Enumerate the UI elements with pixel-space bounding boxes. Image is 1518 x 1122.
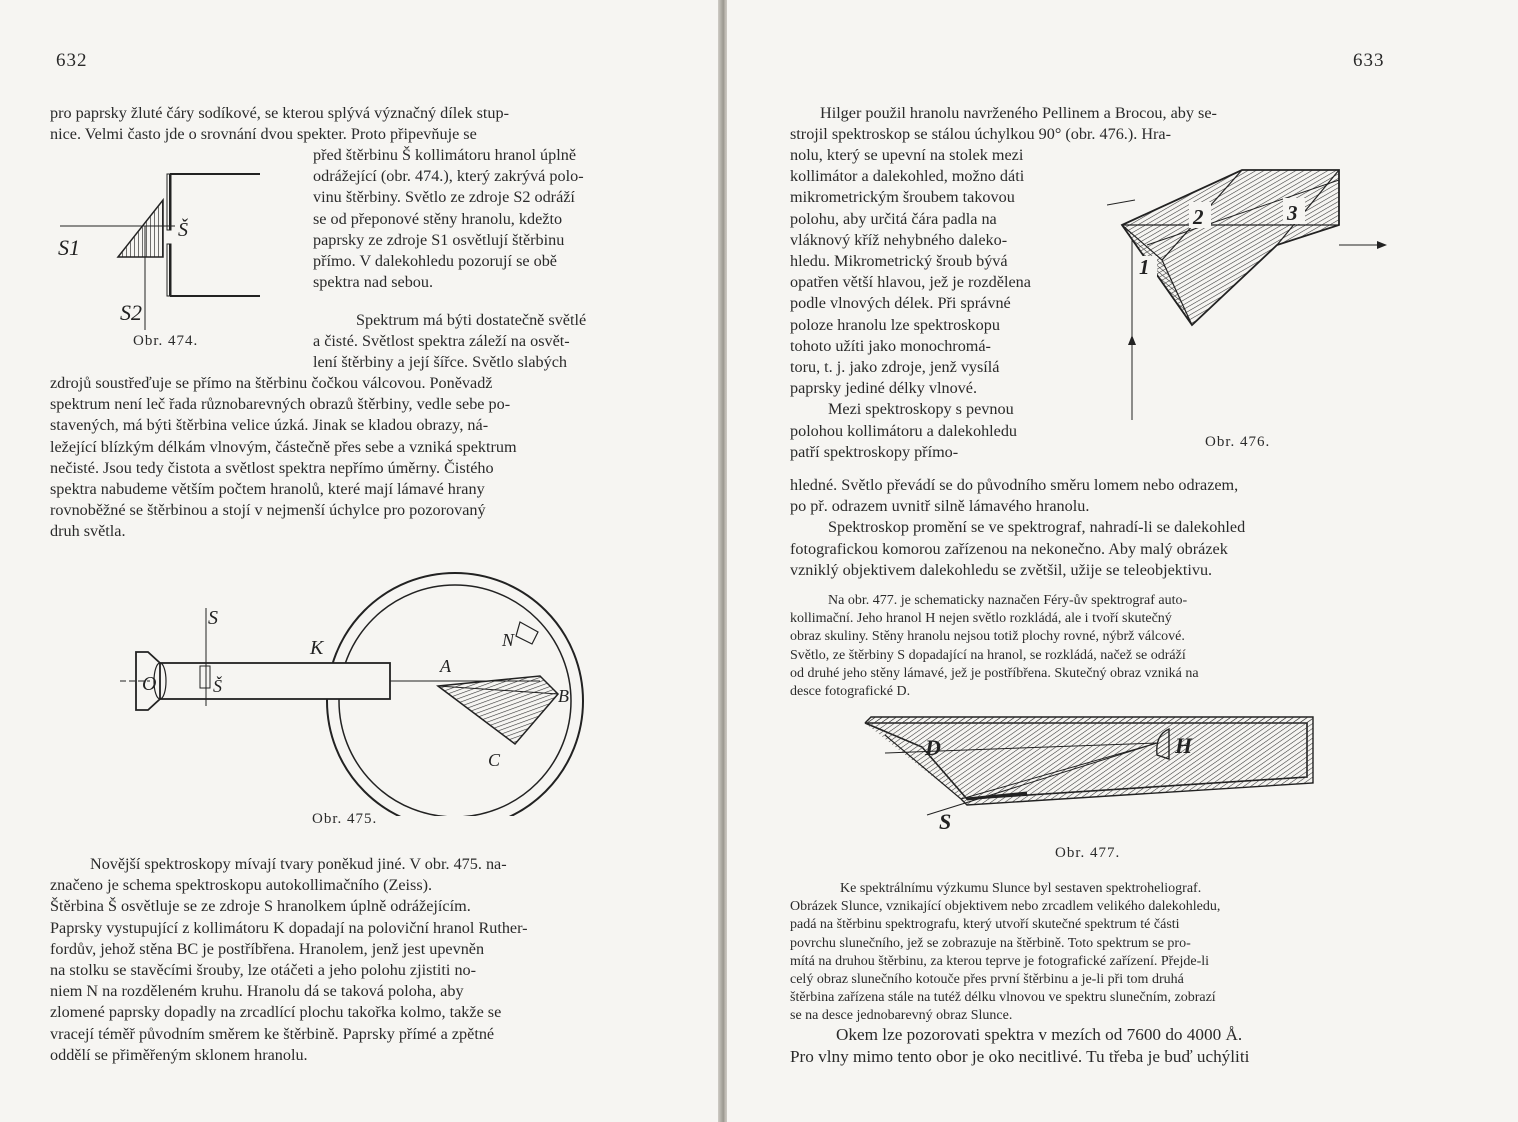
label-h: H <box>1175 733 1193 758</box>
right-bottom-paragraph <box>790 1024 1390 1068</box>
text-line: na stolku se stavěcími šrouby, lze otáčeti a jeho polohu zjistiti no- <box>50 961 477 980</box>
left-wrap-paragraph-2 <box>313 310 656 374</box>
label-a: A <box>440 656 451 676</box>
text-line: Ke spektrálnímu výzkumu Slunce byl sestaven spektroheliograf. <box>840 881 1202 896</box>
text-line: Pro vlny mimo tento obor je oko necitlivé. Tu třeba je buď uchýliti <box>790 1047 1250 1066</box>
right-small-paragraph-2 <box>790 880 1390 1026</box>
text-line: polohu, aby určitá čára padla na <box>790 209 997 228</box>
text-line: vzniklý objektivem dalekohledu se zvětšil, užije se teleobjektivu. <box>790 560 1213 579</box>
right-full-paragraph <box>790 475 1390 581</box>
text-line: oddělí se přiměřeným sklonem hranolu. <box>50 1045 308 1064</box>
page-number-right: 633 <box>1353 50 1385 71</box>
text-line: nečisté. Jsou tedy čistota a světlost spektra nepřímo úměrny. Čistého <box>50 458 494 477</box>
text-line: hledné. Světlo převádí se do původního směru lomem nebo odrazem, <box>790 476 1239 494</box>
caption-474: Obr. 474. <box>133 333 199 349</box>
text-line: vláknový kříž nehybného daleko- <box>790 230 1008 249</box>
text-line: mítá na druhou štěrbinu, za kterou teprve je fotografické zařízení. Přejde-li <box>790 953 1210 969</box>
left-full-paragraph <box>50 373 656 543</box>
text-line: Světlo, ze štěrbiny S dopadající na hranol, se rozkládá, načež se odráží <box>790 647 1186 663</box>
label-c: C <box>488 750 501 770</box>
figure-477 <box>857 715 1357 835</box>
text-line: fordův, jehož stěna BC je postříbřena. Hranolem, jenž jest upevněn <box>50 939 485 958</box>
right-small-paragraph-1 <box>790 592 1390 701</box>
text-line: zlomené paprsky dopadly na zrcadlící plochu takořka kolmo, takže se <box>50 1003 502 1022</box>
text-line: patří spektroskopy přímo- <box>790 442 959 461</box>
caption-477: Obr. 477. <box>1055 845 1121 861</box>
text-line: Okem lze pozorovati spektra v mezích od 7600 do 4000 Å. <box>836 1025 1243 1044</box>
text-line: strojil spektroskop se stálou úchylkou 90° (obr. 476.). Hra- <box>790 125 1171 144</box>
text-line: kollimátor a dalekohled, možno dáti <box>790 167 1025 186</box>
label-n: N <box>502 630 515 650</box>
text-line: přímo. V dalekohledu pozorují se obě <box>313 252 557 271</box>
label-slit: Š <box>178 219 188 241</box>
label-s2: S2 <box>120 300 142 325</box>
text-line: ležející blízkým délkám vlnovým, částečně přes sebe a vzniká spektrum <box>50 437 517 456</box>
text-line: pro paprsky žluté čáry sodíkové, se kterou splývá význačný dílek stup- <box>50 104 509 122</box>
text-line: poloze hranolu lze spektroskopu <box>790 315 1000 334</box>
text-line: paprsky jediné délky vlnové. <box>790 379 978 398</box>
text-line: stavených, má býti štěrbina velice úzká. Jinak se kladou obrazy, ná- <box>50 416 489 435</box>
label-b: B <box>558 686 569 706</box>
text-line: kollimační. Jeho hranol H nejen světlo rozkládá, ale i tvoří skutečný <box>790 611 1172 627</box>
text-line: po př. odrazem uvnitř silně lámavého hranolu. <box>790 497 1090 516</box>
text-line: Paprsky vystupující z kollimátoru K dopadají na poloviční hranol Ruther- <box>50 918 528 937</box>
right-top-paragraph <box>790 103 1390 145</box>
text-line: Spektroskop promění se ve spektrograf, nahradí-li se dalekohled <box>828 518 1246 537</box>
text-line: se na desce jednobarevný obraz Slunce. <box>790 1008 1013 1024</box>
text-line: zdrojů soustřeďuje se přímo na štěrbinu čočkou válcovou. Poněvadž <box>50 374 493 392</box>
label-1: 1 <box>1139 255 1150 279</box>
text-line: vinu štěrbiny. Světlo ze zdroje S2 odráží <box>313 188 575 207</box>
label-s1: S1 <box>58 235 80 260</box>
left-bottom-paragraph <box>50 854 656 1066</box>
label-o: O <box>142 673 157 695</box>
text-line: spektra nabudeme větším počtem hranolů, které mají lámavé hrany <box>50 480 485 499</box>
text-line: toru, t. j. jako zdroje, jenž vysílá <box>790 358 1000 377</box>
page-number-left: 632 <box>56 50 88 71</box>
text-line: obraz skuliny. Stěny hranolu nejsou totiž plochy rovné, nýbrž válcové. <box>790 629 1185 645</box>
figure-476 <box>1107 150 1397 440</box>
left-wrap-paragraph-1 <box>313 145 656 293</box>
label-d: D <box>925 735 941 760</box>
label-s: S <box>208 607 218 629</box>
text-line: před štěrbinu Š kollimátoru hranol úplně <box>313 146 576 164</box>
text-line: celý obraz slunečního kotouče přes první štěrbinu a je-li při tom druhá <box>790 972 1184 988</box>
label-k: K <box>310 637 324 659</box>
text-line: Mezi spektroskopy s pevnou <box>828 400 1014 419</box>
left-top-paragraph <box>50 103 656 145</box>
text-line: fotografickou komorou zařízenou na nekonečno. Aby malý obrázek <box>790 539 1228 558</box>
text-line: tohoto užíti jako monochromá- <box>790 336 991 355</box>
text-line: odrážející (obr. 474.), který zakrývá polo- <box>313 167 584 186</box>
text-line: nolu, který se upevní na stolek mezi <box>790 146 1024 164</box>
text-line: spektrum není leč řada různobarevných obrazů štěrbiny, vedle sebe po- <box>50 395 511 414</box>
text-line: Novější spektroskopy mívají tvary poněkud jiné. V obr. 475. na- <box>90 855 507 873</box>
text-line: štěrbina zařízena stále na tutéž délku vlnovou ve spektru slunečním, zobrazí <box>790 990 1216 1006</box>
label-2: 2 <box>1193 205 1204 229</box>
caption-475: Obr. 475. <box>312 811 378 827</box>
text-line: desce fotografické D. <box>790 684 911 700</box>
text-line: nice. Velmi často jde o srovnání dvou spekter. Proto připevňuje se <box>50 125 477 144</box>
text-line: Štěrbina Š osvětluje se ze zdroje S hranolkem úplně odrážejícím. <box>50 897 471 916</box>
label-s-477: S <box>939 809 952 834</box>
text-line: podle vlnových délek. Při správné <box>790 294 1011 313</box>
text-line: Na obr. 477. je schematicky naznačen Féry-ův spektrograf auto- <box>828 593 1188 608</box>
text-line: opatřen větší hlavou, jež je rozdělena <box>790 273 1031 292</box>
text-line: Obrázek Slunce, vznikající objektivem nebo zrcadlem velikého dalekohledu, <box>790 899 1221 915</box>
text-line: povrchu slunečního, jež se zobrazuje na štěrbině. Toto spektrum se pro- <box>790 935 1191 951</box>
text-line: niem N na rozděleném kruhu. Hranolu dá se taková poloha, aby <box>50 982 464 1001</box>
figure-475 <box>120 566 590 816</box>
label-slit-475: Š <box>213 676 222 696</box>
text-line: vracejí téměř původním směrem ke štěrbině. Paprsky přímé a zpětné <box>50 1024 495 1043</box>
text-line: lení štěrbiny a její šířce. Světlo slabých <box>313 353 567 372</box>
right-wrap-paragraph <box>790 145 1090 463</box>
text-line: značeno je schema spektroskopu autokollimačního (Zeiss). <box>50 876 433 895</box>
text-line: paprsky ze zdroje S1 osvětlují štěrbinu <box>313 230 565 249</box>
text-line: od druhé jeho stěny lámavé, jež je postříbřena. Skutečný obraz vzniká na <box>790 665 1199 681</box>
text-line: mikrometrickým šroubem takovou <box>790 188 1015 207</box>
text-line: se od přeponové stěny hranolu, kdežto <box>313 209 563 228</box>
text-line: hledu. Mikrometrický šroub bývá <box>790 252 1008 271</box>
text-line: polohou kollimátoru a dalekohledu <box>790 421 1018 440</box>
left-page <box>0 0 722 1122</box>
text-line: druh světla. <box>50 522 126 541</box>
caption-476: Obr. 476. <box>1205 434 1271 450</box>
text-line: Hilger použil hranolu navrženého Pellinem a Brocou, aby se- <box>820 104 1217 122</box>
figure-474 <box>50 160 310 350</box>
text-line: rovnoběžné se štěrbinou a stojí v nejmenší úchylce pro pozorovaný <box>50 501 486 520</box>
text-line: spektra nad sebou. <box>313 273 434 292</box>
right-page <box>727 0 1518 1122</box>
text-line: Spektrum má býti dostatečně světlé <box>356 311 587 329</box>
text-line: padá na štěrbinu spektrografu, který utvoří skutečné spektrum té části <box>790 917 1180 933</box>
label-3: 3 <box>1287 201 1298 225</box>
text-line: a čisté. Světlost spektra záleží na osvět- <box>313 332 570 351</box>
